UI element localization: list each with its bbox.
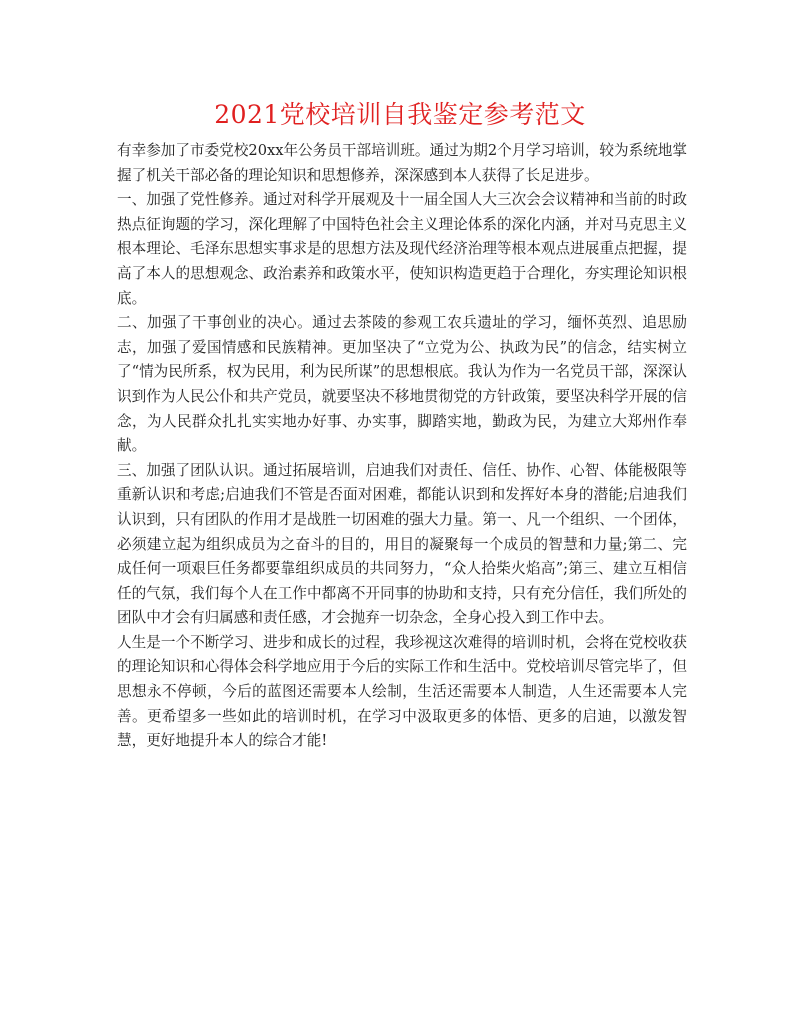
document-title: 2021党校培训自我鉴定参考范文 [214,100,586,129]
paragraph-party-spirit: 一、加强了党性修养。通过对科学开展观及十一届全国人大三次会会议精神和当前的时政热点征询题的学习，深化理解了中国特色社会主义理论体系的深化内涵，并对马克思主义根本理论、毛泽东思想实事求是的思想方法及现代经济治理等根本观点进展重点把握，提高了本人的思想观念、政治素养和政策水平，使知识构造更趋于合理化，夯实理论知识根底。 [117,191,687,307]
paragraph-entrepreneurship: 二、加强了干事创业的决心。通过去茶陵的参观工农兵遗址的学习，缅怀英烈、追思励志，加强了爱国情感和民族精神。更加坚决了“立党为公、执政为民”的信念，结实树立了“情为民所系，权为民用，利为民所谋”的思想根底。我认为作为一名党员干部，深深认识到作为人民公仆和共产党员，就要坚决不移地贯彻党的方针政策，要坚决科学开展的信念，为人民群众扎扎实实地办好事、办实事，脚踏实地，勤政为民，为建立大郑州作奉献。 [117,314,687,455]
document-body [117,139,687,754]
paragraph-conclusion: 人生是一个不断学习、进步和成长的过程，我珍视这次难得的培训时机，会将在党校收获的理论知识和心得体会科学地应用于今后的实际工作和生活中。党校培训尽管完毕了，但思想永不停顿，今后的蓝图还需要本人绘制，生活还需要本人制造，人生还需要本人完善。更希望多一些如此的培训时机，在学习中汲取更多的体悟、更多的启迪，以激发智慧，更好地提升本人的综合才能! [117,633,687,750]
paragraph-teamwork: 三、加强了团队认识。通过拓展培训，启迪我们对责任、信任、协作、心智、体能极限等重新认识和考虑;启迪我们不管是否面对困难，都能认识到和发挥好本身的潜能;启迪我们认识到，只有团队的作用才是战胜一切困难的强大力量。第一、凡一个组织、一个团体，必须建立起为组织成员为之奋斗的目的，用目的凝聚每一个成员的智慧和力量;第二、完成任何一项艰巨任务都要靠组织成员的共同努力，“众人拾柴火焰高”;第三、建立互相信任的气氛，我们每个人在工作中都离不开同事的协助和支持，只有充分信任，我们所处的团队中才会有归属感和责任感，才会抛弃一切杂念，全身心投入到工作中去。 [117,461,687,627]
paragraph-intro: 有幸参加了市委党校20xx年公务员干部培训班。通过为期2个月学习培训，较为系统地掌握了机关干部必备的理论知识和思想修养，深深感到本人获得了长足进步。 [117,142,687,184]
